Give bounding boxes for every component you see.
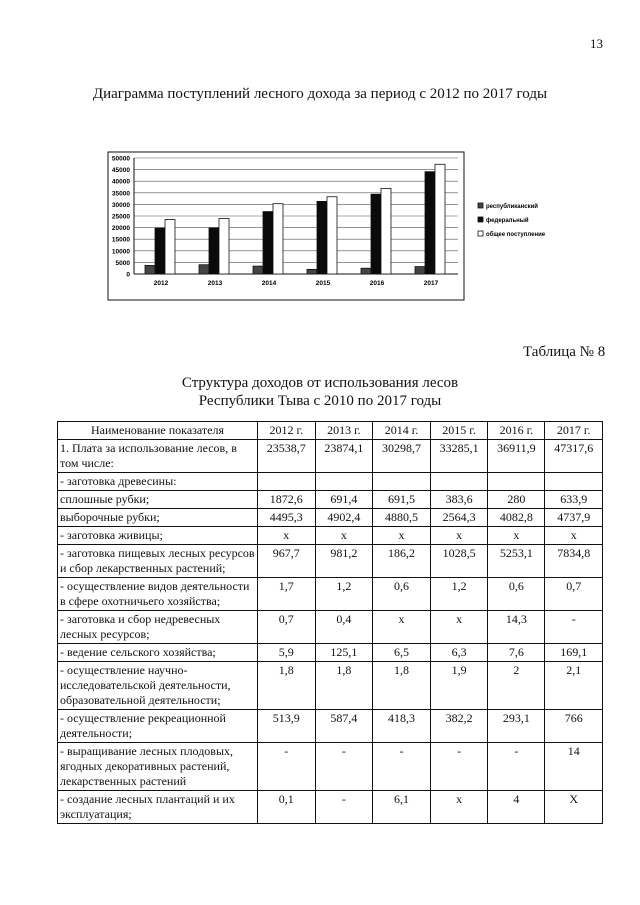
- table-label: Таблица № 8: [523, 344, 606, 360]
- value-cell: 293,1: [488, 710, 545, 743]
- value-cell: 4880,5: [373, 509, 431, 527]
- value-cell: 1,8: [315, 662, 373, 710]
- x-tick-label: 2017: [423, 280, 439, 287]
- indicator-name-cell: - создание лесных плантаций и их эксплуатация;: [58, 791, 258, 824]
- value-cell: 1,8: [373, 662, 431, 710]
- indicator-name-cell: - заготовка живицы;: [58, 527, 258, 545]
- value-cell: 6,1: [373, 791, 431, 824]
- bar-республиканский: [199, 265, 209, 274]
- value-cell: 30298,7: [373, 440, 431, 473]
- legend-label: общее поступление: [486, 232, 546, 238]
- bar-федеральный: [425, 172, 435, 274]
- column-header: 2014 г.: [373, 422, 431, 440]
- value-cell: 2: [488, 662, 545, 710]
- table-row: [58, 644, 603, 662]
- value-cell: 0,6: [373, 578, 431, 611]
- x-tick-label: 2015: [315, 280, 331, 287]
- value-cell: [315, 473, 373, 491]
- bar-общее-поступление: [165, 219, 175, 274]
- value-cell: 169,1: [545, 644, 603, 662]
- value-cell: [373, 473, 431, 491]
- diagram-title: Диаграмма поступлений лесного дохода за период с 2012 по 2017 годы: [92, 86, 548, 102]
- table-row: [58, 578, 603, 611]
- value-cell: 383,6: [430, 491, 488, 509]
- value-cell: 280: [488, 491, 545, 509]
- value-cell: 691,5: [373, 491, 431, 509]
- value-cell: 47317,6: [545, 440, 603, 473]
- table-row: [58, 662, 603, 710]
- bar-федеральный: [317, 201, 327, 274]
- value-cell: 6,5: [373, 644, 431, 662]
- bar-федеральный: [371, 194, 381, 274]
- legend-swatch: [478, 217, 483, 222]
- value-cell: 6,3: [430, 644, 488, 662]
- x-tick-label: 2016: [369, 280, 385, 287]
- column-header: 2015 г.: [430, 422, 488, 440]
- bar-республиканский: [415, 267, 425, 274]
- bar-общее-поступление: [219, 219, 229, 274]
- value-cell: 766: [545, 710, 603, 743]
- value-cell: х: [373, 611, 431, 644]
- value-cell: -: [430, 743, 488, 791]
- value-cell: 981,2: [315, 545, 373, 578]
- value-cell: 14,3: [488, 611, 545, 644]
- indicator-name-cell: - ведение сельского хозяйства;: [58, 644, 258, 662]
- bar-республиканский: [307, 269, 317, 274]
- value-cell: 587,4: [315, 710, 373, 743]
- value-cell: 4737,9: [545, 509, 603, 527]
- table-row: [58, 545, 603, 578]
- column-header: 2012 г.: [258, 422, 316, 440]
- indicator-name-cell: сплошные рубки;: [58, 491, 258, 509]
- value-cell: 0,4: [315, 611, 373, 644]
- value-cell: [488, 473, 545, 491]
- value-cell: х: [315, 527, 373, 545]
- table-title-line-2: Республики Тыва с 2010 по 2017 годы: [198, 393, 442, 409]
- bar-общее-поступление: [381, 188, 391, 274]
- y-tick-label: 10000: [111, 248, 130, 256]
- value-cell: 1,7: [258, 578, 316, 611]
- value-cell: 5253,1: [488, 545, 545, 578]
- value-cell: 7834,8: [545, 545, 603, 578]
- value-cell: 23874,1: [315, 440, 373, 473]
- value-cell: 1,9: [430, 662, 488, 710]
- value-cell: 5,9: [258, 644, 316, 662]
- value-cell: 418,3: [373, 710, 431, 743]
- value-cell: 4902,4: [315, 509, 373, 527]
- value-cell: 0,1: [258, 791, 316, 824]
- value-cell: 691,4: [315, 491, 373, 509]
- value-cell: 4495,3: [258, 509, 316, 527]
- value-cell: 1,2: [315, 578, 373, 611]
- x-tick-label: 2013: [207, 280, 223, 287]
- y-tick-label: 30000: [111, 201, 130, 209]
- value-cell: [545, 473, 603, 491]
- value-cell: 967,7: [258, 545, 316, 578]
- table-row: [58, 440, 603, 473]
- legend-label: федеральный: [486, 218, 529, 224]
- value-cell: [430, 473, 488, 491]
- value-cell: 513,9: [258, 710, 316, 743]
- value-cell: 1,8: [258, 662, 316, 710]
- value-cell: -: [545, 611, 603, 644]
- bar-федеральный: [155, 228, 165, 274]
- value-cell: х: [545, 527, 603, 545]
- bar-общее-поступление: [435, 164, 445, 274]
- y-tick-label: 25000: [111, 213, 130, 221]
- table-row: [58, 473, 603, 491]
- value-cell: Х: [545, 791, 603, 824]
- legend-swatch: [478, 231, 483, 236]
- value-cell: 33285,1: [430, 440, 488, 473]
- y-tick-label: 20000: [111, 225, 130, 233]
- y-tick-label: 45000: [111, 167, 130, 175]
- value-cell: 2564,3: [430, 509, 488, 527]
- column-header: 2017 г.: [545, 422, 603, 440]
- value-cell: 0,6: [488, 578, 545, 611]
- chart-frame: [108, 152, 464, 300]
- bar-федеральный: [263, 212, 273, 274]
- income-structure-table: [57, 421, 603, 824]
- x-tick-label: 2012: [153, 280, 169, 287]
- indicator-name-cell: - осуществление научно-исследовательской деятельности, образовательной деятельности;: [58, 662, 258, 710]
- y-tick-label: 35000: [111, 190, 130, 198]
- value-cell: 36911,9: [488, 440, 545, 473]
- value-cell: 0,7: [545, 578, 603, 611]
- table-row: [58, 491, 603, 509]
- value-cell: х: [430, 791, 488, 824]
- indicator-name-cell: 1. Плата за использование лесов, в том числе:: [58, 440, 258, 473]
- column-header: 2013 г.: [315, 422, 373, 440]
- table-title: [0, 374, 640, 410]
- value-cell: 1028,5: [430, 545, 488, 578]
- x-tick-label: 2014: [261, 280, 277, 287]
- y-tick-label: 50000: [111, 155, 130, 163]
- table-title-line-1: Структура доходов от использования лесов: [181, 375, 459, 391]
- value-cell: 1872,6: [258, 491, 316, 509]
- y-tick-label: 5000: [115, 259, 130, 267]
- indicator-name-cell: - заготовка пищевых лесных ресурсов и сбор лекарственных растений;: [58, 545, 258, 578]
- table-row: [58, 710, 603, 743]
- value-cell: -: [373, 743, 431, 791]
- value-cell: [258, 473, 316, 491]
- table-row: [58, 509, 603, 527]
- bar-республиканский: [145, 265, 155, 274]
- value-cell: 186,2: [373, 545, 431, 578]
- value-cell: 633,9: [545, 491, 603, 509]
- bar-общее-поступление: [327, 197, 337, 274]
- table-row: [58, 527, 603, 545]
- value-cell: -: [258, 743, 316, 791]
- bar-республиканский: [253, 266, 263, 274]
- value-cell: 0,7: [258, 611, 316, 644]
- bar-федеральный: [209, 228, 219, 274]
- value-cell: х: [258, 527, 316, 545]
- indicator-name-cell: - осуществление видов деятельности в сфере охотничьего хозяйства;: [58, 578, 258, 611]
- y-tick-label: 15000: [111, 236, 130, 244]
- indicator-name-cell: - выращивание лесных плодовых, ягодных декоративных растений, лекарственных растений: [58, 743, 258, 791]
- value-cell: 7,6: [488, 644, 545, 662]
- value-cell: -: [315, 791, 373, 824]
- column-header: 2016 г.: [488, 422, 545, 440]
- revenue-bar-chart: [96, 138, 546, 298]
- indicator-name-cell: - заготовка и сбор недревесных лесных ресурсов;: [58, 611, 258, 644]
- value-cell: 23538,7: [258, 440, 316, 473]
- value-cell: х: [488, 527, 545, 545]
- y-tick-label: 0: [126, 271, 130, 279]
- legend-label: республиканский: [486, 204, 538, 210]
- indicator-name-cell: - осуществление рекреационной деятельности;: [58, 710, 258, 743]
- legend-swatch: [478, 203, 483, 208]
- page-number: 13: [590, 36, 603, 51]
- table-row: [58, 743, 603, 791]
- value-cell: -: [488, 743, 545, 791]
- value-cell: -: [315, 743, 373, 791]
- indicator-name-cell: выборочные рубки;: [58, 509, 258, 527]
- indicator-name-cell: - заготовка древесины:: [58, 473, 258, 491]
- value-cell: 14: [545, 743, 603, 791]
- value-cell: 4: [488, 791, 545, 824]
- table-header-row: [58, 422, 603, 440]
- value-cell: 4082,8: [488, 509, 545, 527]
- column-header: Наименование показателя: [58, 422, 258, 440]
- value-cell: х: [430, 527, 488, 545]
- table-row: [58, 611, 603, 644]
- value-cell: 125,1: [315, 644, 373, 662]
- y-tick-label: 40000: [111, 178, 130, 186]
- bar-республиканский: [361, 268, 371, 274]
- table-row: [58, 791, 603, 824]
- value-cell: х: [373, 527, 431, 545]
- value-cell: 382,2: [430, 710, 488, 743]
- value-cell: 2,1: [545, 662, 603, 710]
- value-cell: 1,2: [430, 578, 488, 611]
- value-cell: х: [430, 611, 488, 644]
- bar-общее-поступление: [273, 204, 283, 274]
